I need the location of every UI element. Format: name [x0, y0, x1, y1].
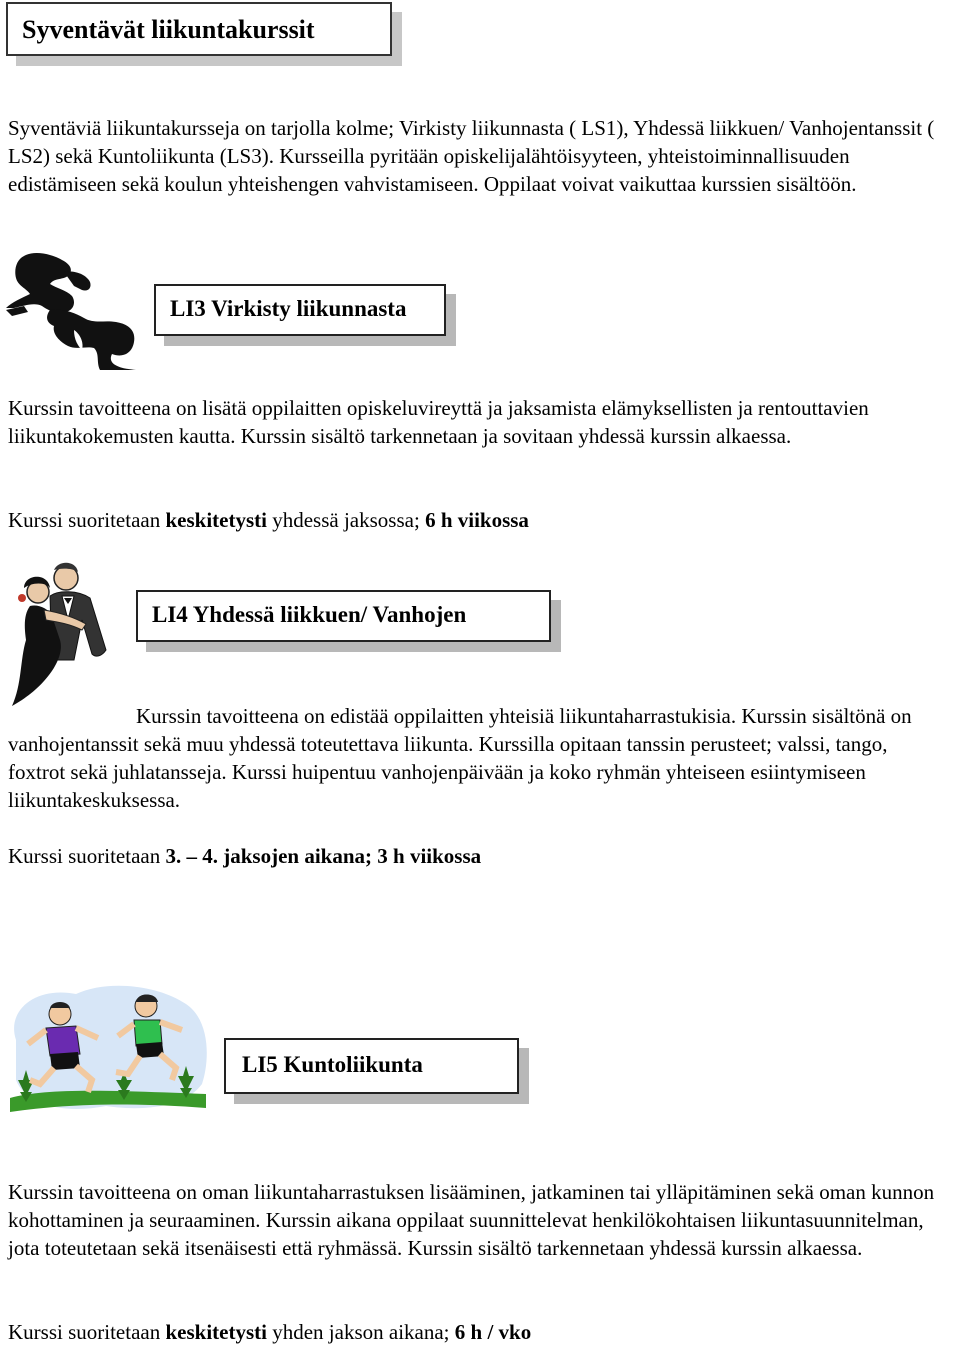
li4-description: Kurssin tavoitteena on edistää oppilaitten yhteisiä liikuntaharrastukisia. Kurssin sisältönä on vanhojentanssit sekä muu yhdessä toteutettava liikunta. Kurssilla opitaan tanssin perusteet; valssi, tango, foxtrot sekä juhlatansseja. Kurssi huipentuu vanhojenpäivään ja koko ryhmän yhteiseen esiintymiseen liikuntakeskuksessa.	[8, 704, 912, 812]
li5-schedule-mid: yhden jakson aikana;	[266, 1320, 455, 1344]
li3-schedule-prefix: Kurssi suoritetaan	[8, 508, 166, 532]
li3-schedule-mid: yhdessä jaksossa;	[266, 508, 426, 532]
intro-paragraph: Syventäviä liikuntakursseja on tarjolla kolme; Virkisty liikunnasta ( LS1), Yhdessä liikkuen/ Vanhojentanssit ( LS2) sekä Kuntoliikunta (LS3). Kursseilla pyritään opiskelijalähtöisyyteen, yhteistoiminnallisuuden edistämiseen sekä koulun yhteishengen vahvistamiseen. Oppilaat voivat vaikuttaa kurssien sisältöön.	[8, 116, 935, 196]
page-title: Syventävät liikuntakurssit	[22, 15, 315, 44]
li5-schedule-bold2: 6 h / vko	[454, 1320, 532, 1344]
li4-schedule	[8, 842, 481, 870]
jumping-silhouettes-icon	[4, 250, 139, 372]
li3-heading-box	[154, 284, 446, 336]
li5-schedule	[8, 1318, 531, 1346]
li3-schedule-bold2: 6 h viikossa	[425, 508, 529, 532]
li5-schedule-bold1: keskitetysti	[165, 1320, 267, 1344]
li3-schedule-bold1: keskitetysti	[165, 508, 267, 532]
runners-icon	[6, 980, 210, 1120]
li4-schedule-prefix: Kurssi suoritetaan	[8, 844, 166, 868]
li4-schedule-bold: 3. – 4. jaksojen aikana; 3 h viikossa	[165, 844, 482, 868]
li4-heading: LI4 Yhdessä liikkuen/ Vanhojen	[152, 602, 467, 627]
li3-heading: LI3 Virkisty liikunnasta	[170, 296, 407, 321]
li3-description: Kurssin tavoitteena on lisätä oppilaitten opiskeluvireyttä ja jaksamista elämyksellisten ja rentouttavien liikuntakokemusten kautta. Kurssin sisältö tarkennetaan ja sovitaan yhdessä kurssin alkaessa.	[8, 396, 869, 448]
li3-schedule	[8, 506, 529, 534]
page-title-box	[6, 2, 392, 56]
dancing-couple-icon	[2, 560, 114, 708]
li5-heading: LI5 Kuntoliikunta	[242, 1052, 423, 1077]
li5-schedule-prefix: Kurssi suoritetaan	[8, 1320, 166, 1344]
li4-heading-box	[136, 590, 551, 642]
li5-description: Kurssin tavoitteena on oman liikuntaharrastuksen lisääminen, jatkaminen tai ylläpitäminen sekä oman kunnon kohottaminen ja seuraaminen. Kurssin aikana oppilaat suunnittelevat henkilökohtaisen liikuntasuunnitelman, jota toteutetaan sekä itsenäisesti että ryhmässä. Kurssin sisältö tarkennetaan yhdessä kurssin alkaessa.	[8, 1180, 935, 1260]
li5-heading-box	[224, 1038, 519, 1094]
